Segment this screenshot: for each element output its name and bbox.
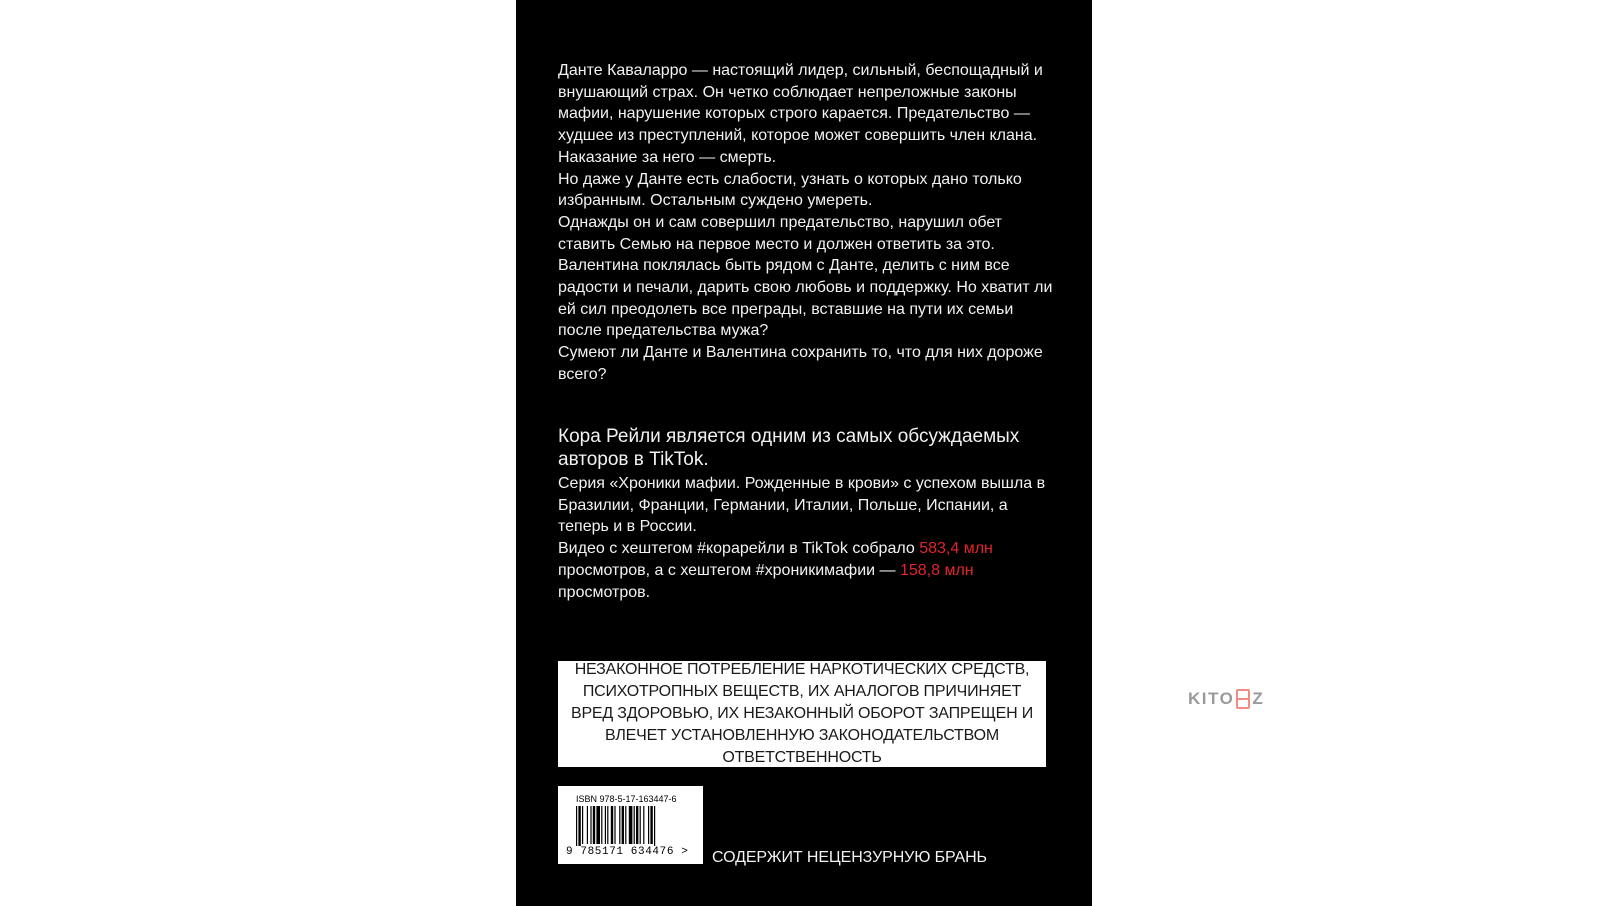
- barcode-bar: [622, 806, 624, 844]
- views-text: просмотров.: [558, 583, 651, 601]
- barcode-bar: [587, 806, 588, 844]
- blurb-paragraph: Но даже у Данте есть слабости, узнать о которых дано только избранным. Остальным суждено умереть.: [558, 170, 1022, 210]
- barcode-bar: [648, 806, 649, 844]
- blurb-paragraph: Однажды он и сам совершил предательство, нарушил обет ставить Семью на первое место и должен ответить за это.: [558, 213, 1003, 253]
- views-info: [558, 538, 1058, 603]
- book-blurb: [558, 60, 1058, 386]
- barcode-bar: [619, 806, 620, 844]
- barcode-bar: [601, 806, 602, 844]
- series-info: Серия «Хроники мафии. Рожденные в крови» с успехом вышла в Бразилии, Франции, Германии, Италии, Польше, Испании, а теперь и в России.: [558, 475, 1046, 536]
- barcode-bar: [650, 806, 652, 844]
- views-text: просмотров, а с хештегом #хроникимафии —: [558, 561, 900, 579]
- barcode-bar: [640, 806, 641, 844]
- barcode-bar: [605, 806, 606, 844]
- barcode-bar: [611, 806, 613, 844]
- blurb-paragraph: Данте Каваларро — настоящий лидер, сильный, беспощадный и внушающий страх. Он четко соблюдает непреложные законы мафии, нарушение которых строго карается. Предательство — худшее из преступлений, которое может совершить член клана. Наказание за него — смерть.: [558, 62, 1043, 166]
- profanity-notice: СОДЕРЖИТ НЕЦЕНЗУРНУЮ БРАНЬ: [712, 849, 987, 866]
- barcode-bar: [590, 806, 591, 844]
- author-info: [558, 426, 1058, 603]
- barcode-bar: [578, 806, 580, 846]
- views-count-chronicles: 158,8 млн: [899, 561, 974, 579]
- book-back-cover: [516, 0, 1092, 906]
- barcode-bar: [582, 806, 583, 844]
- barcode-bar: [629, 806, 633, 844]
- barcode-bars-icon: [576, 806, 691, 846]
- barcode-bar: [636, 806, 638, 844]
- views-text: Видео с хештегом #корарейли в TikTok собрало: [558, 540, 920, 558]
- barcode-bar: [625, 806, 626, 844]
- health-warning-box: [558, 661, 1046, 767]
- barcode: [558, 786, 703, 864]
- barcode-bar: [643, 806, 644, 844]
- kitobz-logo: [1188, 689, 1264, 709]
- book-logo-icon: [1236, 689, 1250, 709]
- barcode-bar: [593, 806, 595, 844]
- logo-text: KITO: [1188, 689, 1235, 708]
- blurb-paragraph: Валентина поклялась быть рядом с Данте, делить с ним все радости и печали, дарить свою любовь и поддержку. Но хватит ли ей сил преодолеть все преграды, вставшие на пути их семьи после предательства мужа?: [558, 257, 1053, 340]
- views-count-corareili: 583,4 млн: [919, 540, 993, 558]
- health-warning-text: НЕЗАКОННОЕ ПОТРЕБЛЕНИЕ НАРКОТИЧЕСКИХ СРЕДСТВ, ПСИХОТРОПНЫХ ВЕЩЕСТВ, ИХ АНАЛОГОВ ПРИЧИНЯЕТ ВРЕД ЗДОРОВЬЮ, ИХ НЕЗАКОННЫЙ ОБОРОТ ЗАПРЕЩЕН И ВЛЕЧЕТ УСТАНОВЛЕННУЮ ЗАКОНОДАТЕЛЬСТВОМ ОТВЕТСТВЕННОСТЬ: [570, 661, 1034, 766]
- barcode-bar: [576, 806, 577, 846]
- barcode-bar: [596, 806, 600, 844]
- barcode-bar: [607, 806, 608, 844]
- logo-text: Z: [1252, 689, 1265, 708]
- barcode-bar: [614, 806, 615, 844]
- blurb-paragraph: Сумеют ли Данте и Валентина сохранить то, что для них дороже всего?: [558, 344, 1043, 383]
- author-heading: Кора Рейли является одним из самых обсуждаемых авторов в TikTok.: [558, 426, 1020, 470]
- barcode-bar: [634, 806, 635, 844]
- barcode-digits: 9 785171 634476 >: [566, 846, 689, 858]
- isbn-label: ISBN 978-5-17-163447-6: [576, 794, 677, 804]
- barcode-bar: [654, 806, 655, 846]
